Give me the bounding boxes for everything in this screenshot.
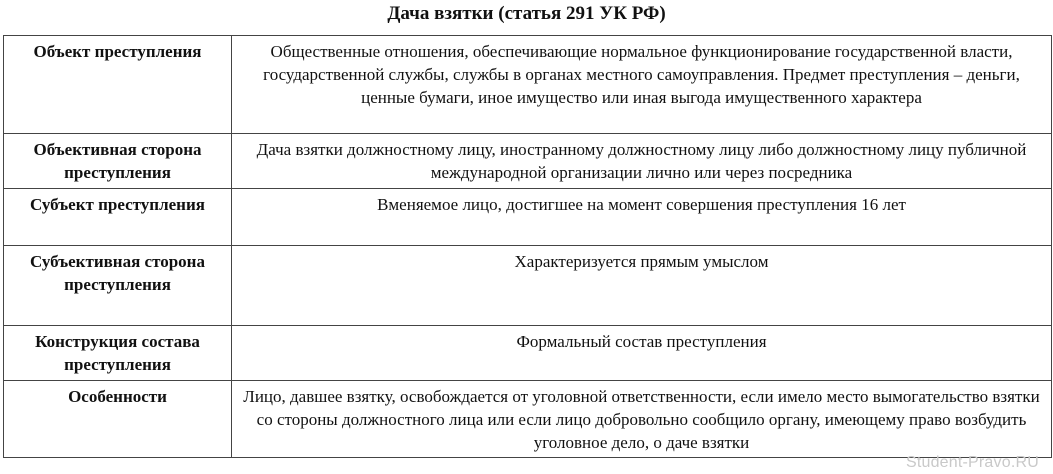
crime-elements-table xyxy=(3,35,1052,458)
row-label: Объект преступления xyxy=(4,36,232,134)
row-value: Вменяемое лицо, достигшее на момент совершения преступления 16 лет xyxy=(232,189,1052,246)
watermark: Student-Pravo.RU xyxy=(905,454,1039,471)
row-value: Лицо, давшее взятку, освобождается от уголовной ответственности, если имело место вымогательство взятки со стороны должностного лица или если лицо добровольно сообщило органу, имеющему право возбудить уголовное дело, о даче взятки xyxy=(232,381,1052,458)
row-value: Дача взятки должностному лицу, иностранному должностному лицу либо должностному лицу публичной международной организации лично или через посредника xyxy=(232,134,1052,189)
table-row-construction xyxy=(4,326,1052,381)
row-label: Особенности xyxy=(4,381,232,458)
page-title: Дача взятки (статья 291 УК РФ) xyxy=(387,3,666,24)
table-row-object xyxy=(4,36,1052,134)
row-label: Объективная сторона преступления xyxy=(4,134,232,189)
row-value: Общественные отношения, обеспечивающие нормальное функционирование государственной власти, государственной службы, службы в органах местного самоуправления. Предмет преступления – деньги, ценные бумаги, иное имущество или иная выгода имущественного характера xyxy=(232,36,1052,134)
row-label: Субъект преступления xyxy=(4,189,232,246)
row-value: Характеризуется прямым умыслом xyxy=(232,246,1052,326)
table-row-subject xyxy=(4,189,1052,246)
row-value: Формальный состав преступления xyxy=(232,326,1052,381)
table-row-objective-side xyxy=(4,134,1052,189)
row-label: Субъективная сторона преступления xyxy=(4,246,232,326)
table-row-features xyxy=(4,381,1052,458)
row-label: Конструкция состава преступления xyxy=(4,326,232,381)
table-row-subjective-side xyxy=(4,246,1052,326)
